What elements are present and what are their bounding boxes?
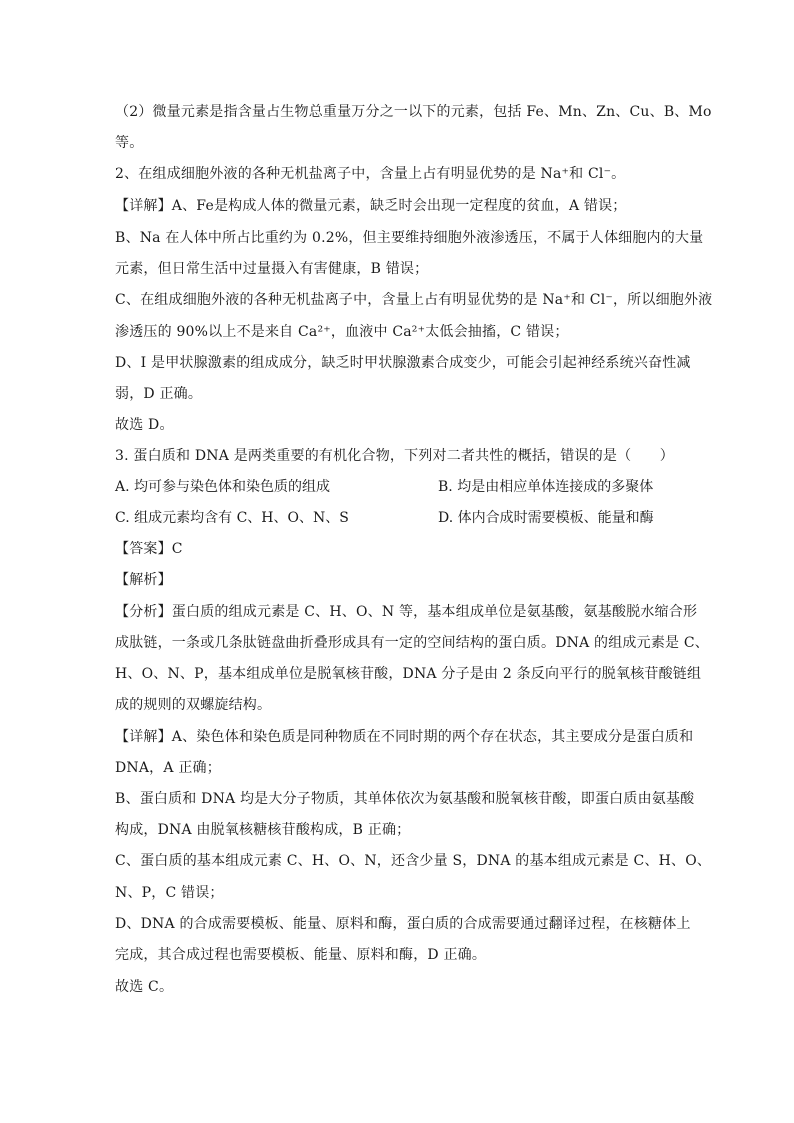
text-line: （2）微量元素是指含量占生物总重量万分之一以下的元素，包括 Fe、Mn、Zn、Cu、B、Mo [115,104,712,120]
text-line: 【分析】蛋白质的组成元素是 C、H、O、N 等，基本组成单位是氨基酸，氨基酸脱水缩合形 [115,604,698,620]
text-line: B、Na 在人体中所占比重约为 0.2%，但主要维持细胞外液渗透压，不属于人体细胞内的大量 [115,230,704,246]
text-line: 【详解】A、染色体和染色质是同种物质在不同时期的两个存在状态，其主要成分是蛋白质和 [115,729,694,745]
option-b: B. 均是由相应单体连接成的多聚体 [438,479,654,495]
text-line: 元素，但日常生活中过量摄入有害健康，B 错误； [115,261,429,277]
text-line: C、蛋白质的基本组成元素 C、H、O、N，还含少量 S，DNA 的基本组成元素是 C、H、O、 [115,853,712,869]
option-a: A. 均可参与染色体和染色质的组成 [115,479,331,495]
text-line: 成的规则的双螺旋结构。 [115,697,272,713]
text-line: 故选 D。 [115,417,174,433]
option-c: C. 组成元素均含有 C、H、O、N、S [115,510,349,526]
text-line: 弱，D 正确。 [115,386,203,402]
text-line: 构成，DNA 由脱氧核糖核苷酸构成，B 正确； [115,822,411,838]
text-line: 2、在组成细胞外液的各种无机盐离子中，含量上占有明显优势的是 Na⁺和 Cl⁻。 [115,166,626,182]
text-line: B、蛋白质和 DNA 均是大分子物质，其单体依次为氨基酸和脱氧核苷酸，即蛋白质由氨基酸 [115,791,695,807]
question-stem: 3. 蛋白质和 DNA 是两类重要的有机化合物，下列对二者共性的概括，错误的是（ ） [115,448,674,464]
text-line: 故选 C。 [115,979,174,995]
text-line: 等。 [115,135,144,151]
text-line: D、I 是甲状腺激素的组成成分，缺乏时甲状腺激素合成变少，可能会引起神经系统兴奋性减 [115,355,691,371]
text-line: 【详解】A、Fe是构成人体的微量元素，缺乏时会出现一定程度的贫血，A 错误； [115,198,627,214]
text-line: 完成，其合成过程也需要模板、能量、原料和酶，D 正确。 [115,947,487,963]
text-line: 成肽链，一条或几条肽链盘曲折叠形成具有一定的空间结构的蛋白质。DNA 的组成元素是 C、 [115,635,709,651]
text-line: DNA，A 正确； [115,760,221,776]
text-line: D、DNA 的合成需要模板、能量、原料和酶，蛋白质的合成需要通过翻译过程，在核糖体上 [115,916,691,932]
text-line: C、在组成细胞外液的各种无机盐离子中，含量上占有明显优势的是 Na⁺和 Cl⁻，所以细胞外液 [115,292,713,308]
text-line: 渗透压的 90%以上不是来自 Ca²⁺，血液中 Ca²⁺太低会抽搐，C 错误； [115,324,569,340]
text-line: N、P，C 错误； [115,885,224,901]
analysis-heading: 【解析】 [115,572,172,588]
option-d: D. 体内合成时需要模板、能量和酶 [438,510,654,526]
answer-line: 【答案】C [115,541,183,557]
text-line: H、O、N、P，基本组成单位是脱氧核苷酸，DNA 分子是由 2 条反向平行的脱氧核苷酸链组 [115,666,702,682]
